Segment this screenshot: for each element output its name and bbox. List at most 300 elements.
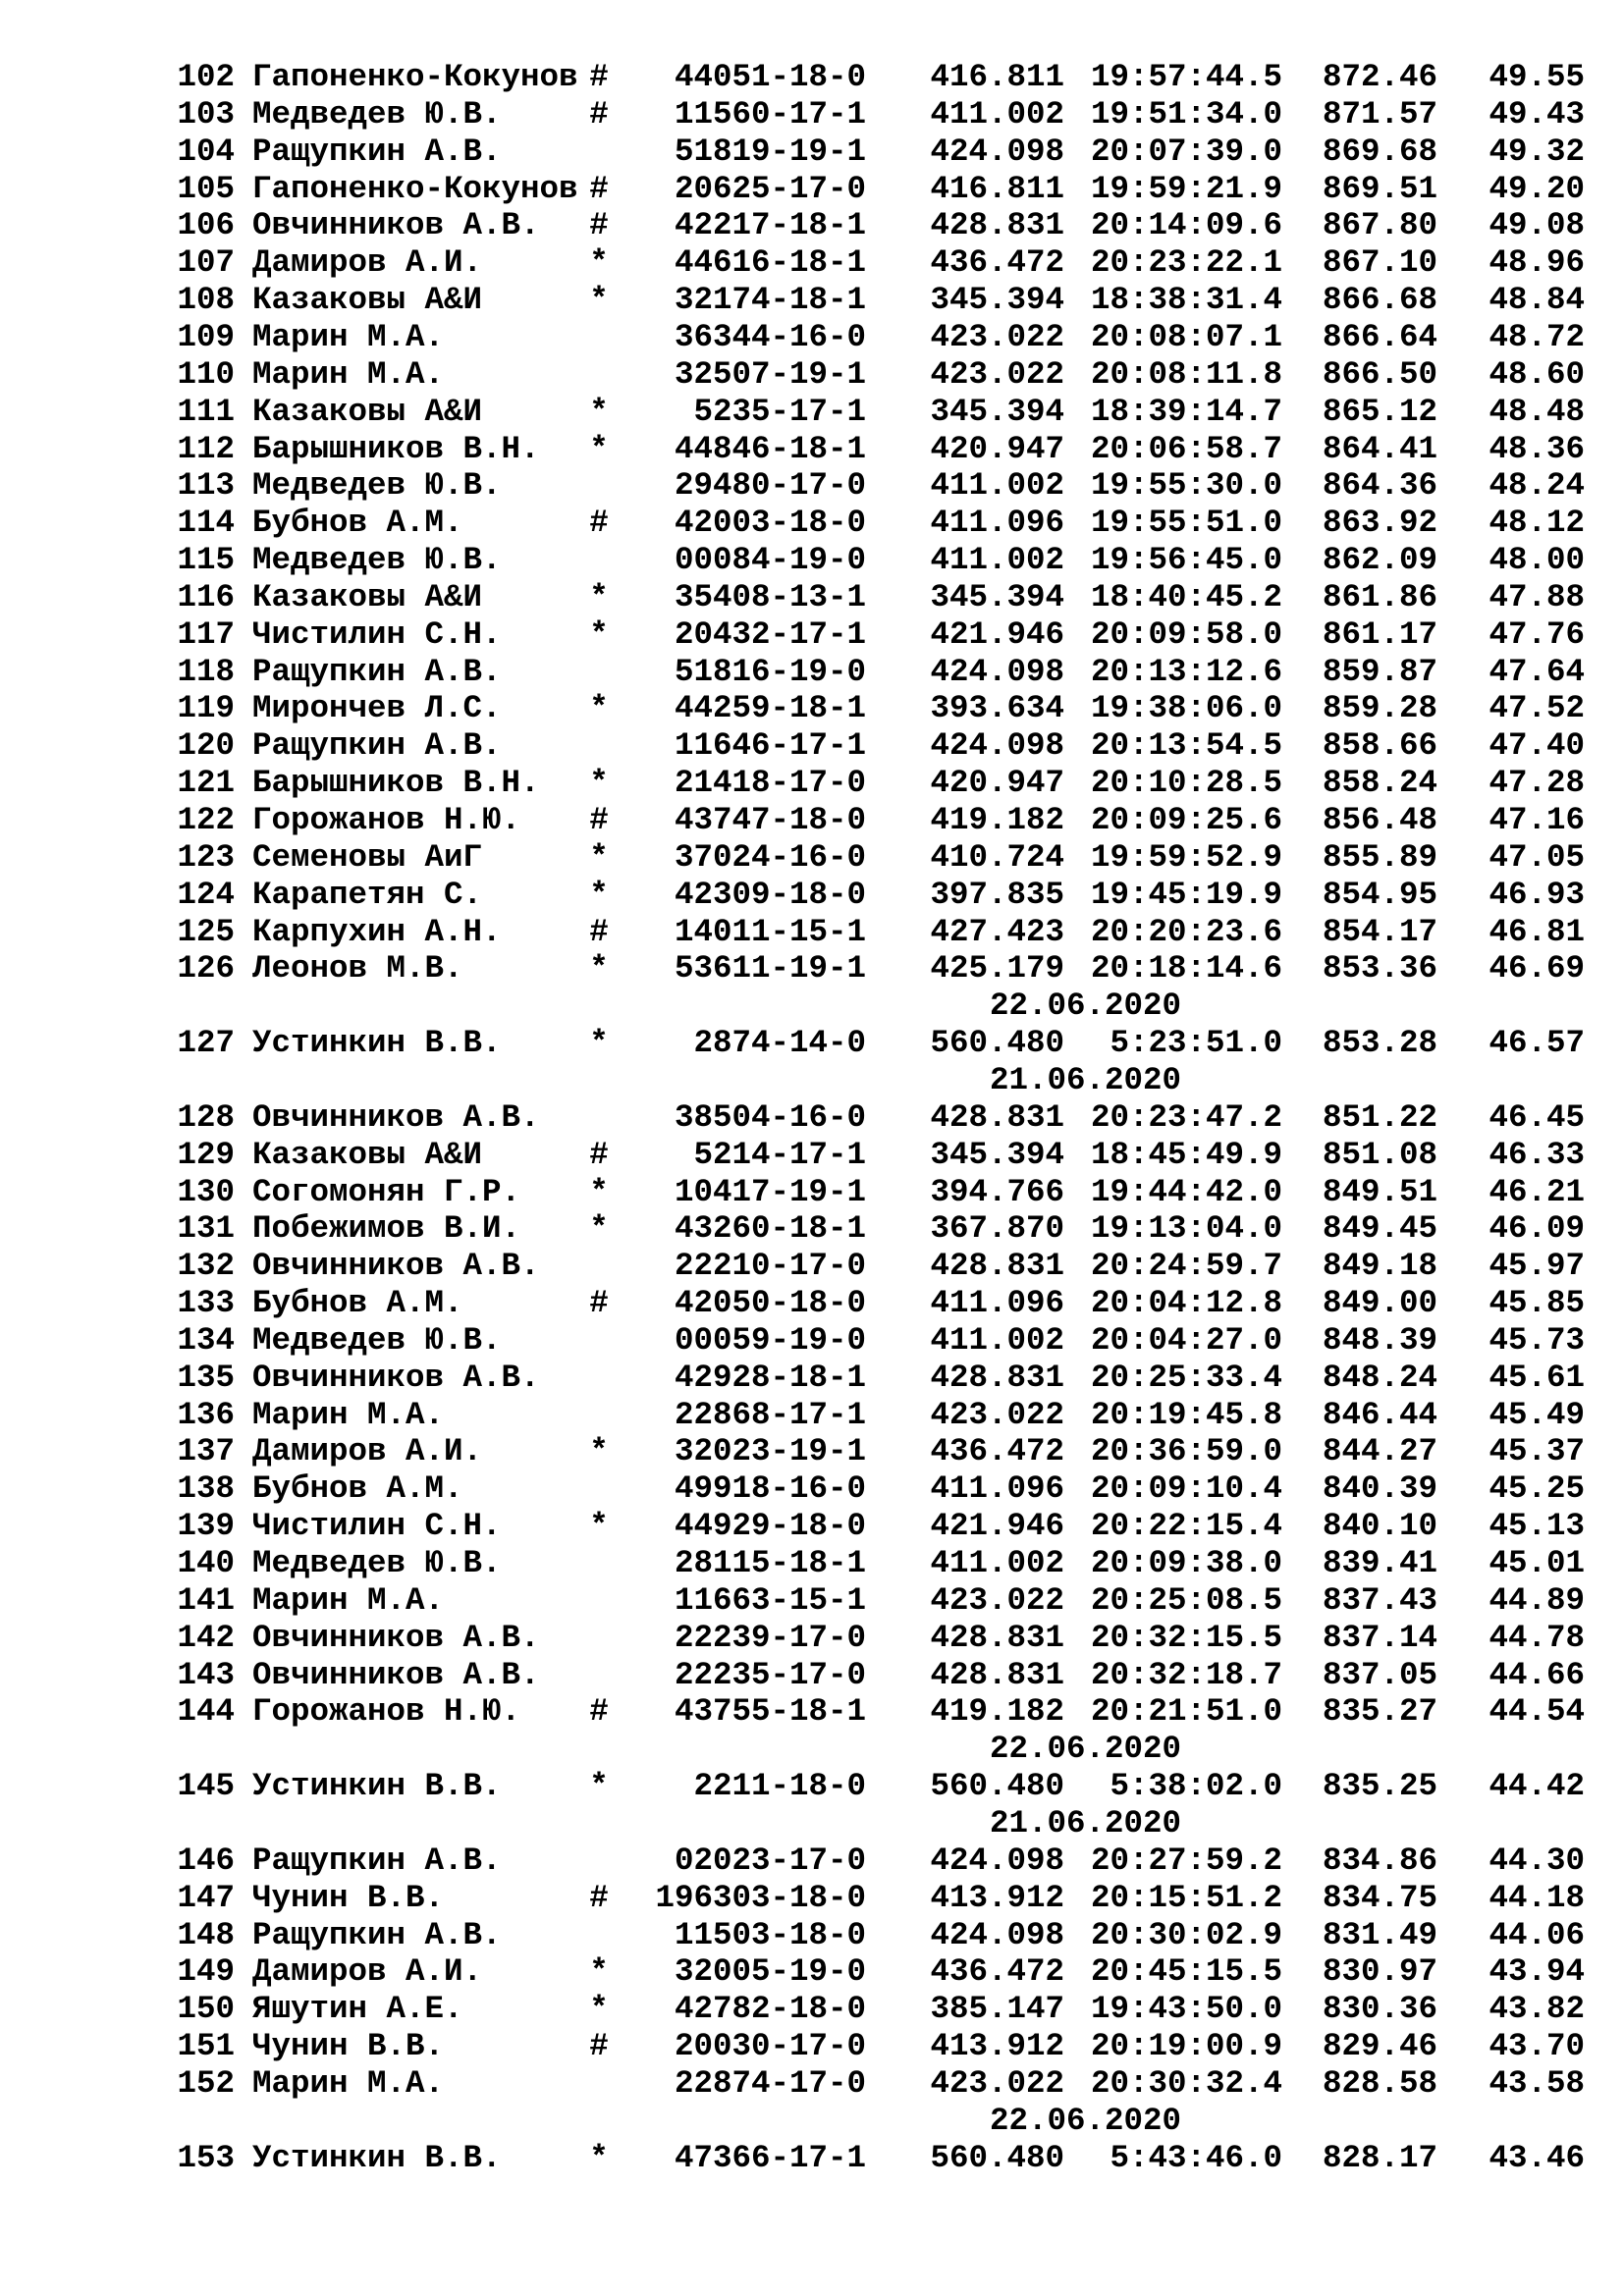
place-number: 109 — [177, 318, 235, 355]
ring-number: 51816-19-0 — [674, 653, 866, 690]
distance-value: 411.002 — [930, 95, 1064, 133]
ring-number: 22210-17-0 — [674, 1248, 866, 1285]
result-row — [0, 133, 1624, 171]
status-mark: # — [589, 95, 609, 133]
coefficient-value: 46.81 — [1489, 913, 1585, 950]
result-row — [0, 1620, 1624, 1657]
ring-number: 20030-17-0 — [674, 2028, 866, 2065]
place-number: 106 — [177, 207, 235, 244]
status-mark: * — [589, 2139, 609, 2176]
distance-value: 560.480 — [930, 2139, 1064, 2176]
coefficient-value: 44.30 — [1489, 1842, 1585, 1879]
status-mark: # — [589, 913, 609, 950]
result-row — [0, 1470, 1624, 1508]
ring-number: 42050-18-0 — [674, 1285, 866, 1322]
place-number: 122 — [177, 802, 235, 838]
result-row — [0, 1248, 1624, 1285]
arrival-time: 20:19:00.9 — [1090, 2028, 1282, 2065]
place-number: 117 — [177, 615, 235, 653]
result-row — [0, 1917, 1624, 1954]
place-number: 105 — [177, 170, 235, 207]
status-mark: # — [589, 1693, 609, 1731]
arrival-time: 20:25:08.5 — [1090, 1581, 1282, 1619]
ring-number: 2211-18-0 — [693, 1768, 866, 1805]
owner-name: Овчинников А.В. — [252, 1359, 540, 1396]
ring-number: 22874-17-0 — [674, 2064, 866, 2102]
place-number: 113 — [177, 467, 235, 505]
status-mark: # — [589, 59, 609, 95]
ring-number: 37024-16-0 — [674, 838, 866, 876]
distance-value: 436.472 — [930, 1953, 1064, 1991]
owner-name: Устинкин В.В. — [252, 1025, 502, 1062]
arrival-time: 5:23:51.0 — [1110, 1025, 1282, 1062]
result-row — [0, 1953, 1624, 1991]
arrival-time: 20:30:32.4 — [1090, 2064, 1282, 2102]
ring-number: 44259-18-1 — [674, 690, 866, 727]
status-mark: * — [589, 1768, 609, 1805]
ring-number: 44051-18-0 — [674, 59, 866, 95]
distance-value: 394.766 — [930, 1173, 1064, 1210]
ring-number: 47366-17-1 — [674, 2139, 866, 2176]
result-row — [0, 431, 1624, 468]
coefficient-value: 46.93 — [1489, 876, 1585, 913]
arrival-time: 20:30:02.9 — [1090, 1916, 1282, 1953]
status-mark: # — [589, 1879, 609, 1916]
result-row — [0, 1880, 1624, 1917]
ring-number: 22239-17-0 — [674, 1619, 866, 1656]
distance-value: 423.022 — [930, 318, 1064, 355]
distance-value: 424.098 — [930, 1842, 1064, 1879]
place-number: 134 — [177, 1321, 235, 1359]
result-row — [0, 765, 1624, 802]
result-row — [0, 1360, 1624, 1397]
result-row — [0, 2065, 1624, 2103]
ring-number: 22868-17-1 — [674, 1396, 866, 1433]
place-number: 136 — [177, 1396, 235, 1433]
place-number: 124 — [177, 876, 235, 913]
coefficient-value: 46.57 — [1489, 1025, 1585, 1062]
result-row — [0, 505, 1624, 542]
place-number: 118 — [177, 653, 235, 690]
status-mark: * — [589, 876, 609, 913]
speed-value: 869.51 — [1322, 170, 1437, 207]
place-number: 135 — [177, 1359, 235, 1396]
place-number: 138 — [177, 1470, 235, 1508]
owner-name: Овчинников А.В. — [252, 1098, 540, 1136]
distance-value: 419.182 — [930, 1693, 1064, 1731]
distance-value: 424.098 — [930, 653, 1064, 690]
distance-value: 427.423 — [930, 913, 1064, 950]
coefficient-value: 44.42 — [1489, 1768, 1585, 1805]
owner-name: Горожанов Н.Ю. — [252, 802, 521, 838]
arrival-time: 19:43:50.0 — [1090, 1991, 1282, 2028]
place-number: 114 — [177, 505, 235, 542]
coefficient-value: 49.32 — [1489, 133, 1585, 170]
ring-number: 14011-15-1 — [674, 913, 866, 950]
place-number: 137 — [177, 1433, 235, 1470]
arrival-time: 20:25:33.4 — [1090, 1359, 1282, 1396]
arrival-time: 18:39:14.7 — [1090, 393, 1282, 430]
speed-value: 837.14 — [1322, 1619, 1437, 1656]
owner-name: Медведев Ю.В. — [252, 1545, 502, 1581]
owner-name: Барышников В.Н. — [252, 765, 540, 802]
coefficient-value: 48.84 — [1489, 282, 1585, 319]
speed-value: 859.28 — [1322, 690, 1437, 727]
arrival-time: 20:23:22.1 — [1090, 244, 1282, 282]
distance-value: 411.002 — [930, 467, 1064, 505]
distance-value: 428.831 — [930, 1248, 1064, 1285]
coefficient-value: 44.06 — [1489, 1916, 1585, 1953]
result-row — [0, 1025, 1624, 1062]
distance-value: 428.831 — [930, 1359, 1064, 1396]
status-mark: # — [589, 1136, 609, 1173]
status-mark: * — [589, 244, 609, 282]
status-mark: * — [589, 1173, 609, 1210]
distance-value: 420.947 — [930, 430, 1064, 467]
status-mark: * — [589, 578, 609, 615]
arrival-time: 20:27:59.2 — [1090, 1842, 1282, 1879]
date-label: 22.06.2020 — [990, 1731, 1182, 1768]
result-row — [0, 654, 1624, 691]
status-mark: * — [589, 690, 609, 727]
status-mark: * — [589, 615, 609, 653]
speed-value: 859.87 — [1322, 653, 1437, 690]
coefficient-value: 45.73 — [1489, 1321, 1585, 1359]
speed-value: 849.51 — [1322, 1173, 1437, 1210]
ring-number: 00059-19-0 — [674, 1321, 866, 1359]
owner-name: Горожанов Н.Ю. — [252, 1693, 521, 1731]
distance-value: 560.480 — [930, 1025, 1064, 1062]
owner-name: Ращупкин А.В. — [252, 727, 502, 765]
ring-number: 51819-19-1 — [674, 133, 866, 170]
ring-number: 42309-18-0 — [674, 876, 866, 913]
arrival-time: 20:32:18.7 — [1090, 1656, 1282, 1693]
speed-value: 856.48 — [1322, 802, 1437, 838]
speed-value: 871.57 — [1322, 95, 1437, 133]
owner-name: Дамиров А.И. — [252, 244, 483, 282]
ring-number: 49918-16-0 — [674, 1470, 866, 1508]
coefficient-value: 43.94 — [1489, 1953, 1585, 1991]
ring-number: 32174-18-1 — [674, 282, 866, 319]
arrival-time: 18:45:49.9 — [1090, 1136, 1282, 1173]
arrival-time: 20:14:09.6 — [1090, 207, 1282, 244]
coefficient-value: 46.33 — [1489, 1136, 1585, 1173]
coefficient-value: 46.09 — [1489, 1210, 1585, 1248]
coefficient-value: 45.85 — [1489, 1285, 1585, 1322]
owner-name: Казаковы А&И — [252, 282, 483, 319]
place-number: 125 — [177, 913, 235, 950]
owner-name: Ращупкин А.В. — [252, 133, 502, 170]
coefficient-value: 47.05 — [1489, 838, 1585, 876]
place-number: 104 — [177, 133, 235, 170]
place-number: 142 — [177, 1619, 235, 1656]
status-mark: * — [589, 1953, 609, 1991]
owner-name: Овчинников А.В. — [252, 1619, 540, 1656]
ring-number: 42003-18-0 — [674, 505, 866, 542]
place-number: 133 — [177, 1285, 235, 1322]
coefficient-value: 48.60 — [1489, 355, 1585, 393]
arrival-time: 20:32:15.5 — [1090, 1619, 1282, 1656]
status-mark: * — [589, 1508, 609, 1545]
coefficient-value: 44.54 — [1489, 1693, 1585, 1731]
result-row — [0, 1322, 1624, 1360]
coefficient-value: 49.55 — [1489, 59, 1585, 95]
distance-value: 393.634 — [930, 690, 1064, 727]
result-row — [0, 1582, 1624, 1620]
owner-name: Чистилин С.Н. — [252, 615, 502, 653]
arrival-time: 20:09:25.6 — [1090, 802, 1282, 838]
result-row — [0, 1657, 1624, 1694]
coefficient-value: 46.21 — [1489, 1173, 1585, 1210]
place-number: 131 — [177, 1210, 235, 1248]
arrival-time: 20:08:11.8 — [1090, 355, 1282, 393]
owner-name: Карпухин А.Н. — [252, 913, 502, 950]
speed-value: 866.68 — [1322, 282, 1437, 319]
distance-value: 428.831 — [930, 207, 1064, 244]
arrival-time: 20:04:12.8 — [1090, 1285, 1282, 1322]
arrival-time: 19:45:19.9 — [1090, 876, 1282, 913]
date-separator — [0, 2103, 1624, 2140]
coefficient-value: 48.24 — [1489, 467, 1585, 505]
owner-name: Марин М.А. — [252, 355, 445, 393]
ring-number: 32507-19-1 — [674, 355, 866, 393]
result-row — [0, 244, 1624, 282]
status-mark: # — [589, 170, 609, 207]
date-label: 21.06.2020 — [990, 1061, 1182, 1098]
result-row — [0, 356, 1624, 394]
place-number: 108 — [177, 282, 235, 319]
owner-name: Барышников В.Н. — [252, 430, 540, 467]
arrival-time: 20:13:12.6 — [1090, 653, 1282, 690]
arrival-time: 20:23:47.2 — [1090, 1098, 1282, 1136]
coefficient-value: 45.37 — [1489, 1433, 1585, 1470]
owner-name: Карапетян С. — [252, 876, 483, 913]
owner-name: Казаковы А&И — [252, 578, 483, 615]
arrival-time: 20:09:38.0 — [1090, 1545, 1282, 1581]
result-row — [0, 2140, 1624, 2177]
coefficient-value: 48.00 — [1489, 542, 1585, 579]
date-separator — [0, 1805, 1624, 1842]
ring-number: 00084-19-0 — [674, 542, 866, 579]
ring-number: 2874-14-0 — [693, 1025, 866, 1062]
coefficient-value: 47.52 — [1489, 690, 1585, 727]
speed-value: 828.17 — [1322, 2139, 1437, 2176]
coefficient-value: 45.13 — [1489, 1508, 1585, 1545]
ring-number: 11663-15-1 — [674, 1581, 866, 1619]
distance-value: 345.394 — [930, 282, 1064, 319]
ring-number: 35408-13-1 — [674, 578, 866, 615]
owner-name: Побежимов В.И. — [252, 1210, 521, 1248]
place-number: 132 — [177, 1248, 235, 1285]
distance-value: 419.182 — [930, 802, 1064, 838]
distance-value: 411.002 — [930, 1545, 1064, 1581]
owner-name: Чунин В.В. — [252, 2028, 445, 2065]
ring-number: 21418-17-0 — [674, 765, 866, 802]
place-number: 144 — [177, 1693, 235, 1731]
result-row — [0, 727, 1624, 765]
place-number: 130 — [177, 1173, 235, 1210]
result-row — [0, 1991, 1624, 2028]
distance-value: 410.724 — [930, 838, 1064, 876]
speed-value: 849.18 — [1322, 1248, 1437, 1285]
result-row — [0, 171, 1624, 208]
owner-name: Овчинников А.В. — [252, 1248, 540, 1285]
ring-number: 44929-18-0 — [674, 1508, 866, 1545]
distance-value: 411.096 — [930, 1285, 1064, 1322]
status-mark: * — [589, 430, 609, 467]
status-mark: # — [589, 2028, 609, 2065]
distance-value: 416.811 — [930, 170, 1064, 207]
ring-number: 5214-17-1 — [693, 1136, 866, 1173]
ring-number: 43747-18-0 — [674, 802, 866, 838]
distance-value: 411.096 — [930, 1470, 1064, 1508]
owner-name: Ращупкин А.В. — [252, 1842, 502, 1879]
coefficient-value: 48.72 — [1489, 318, 1585, 355]
speed-value: 840.10 — [1322, 1508, 1437, 1545]
coefficient-value: 45.01 — [1489, 1545, 1585, 1581]
speed-value: 837.05 — [1322, 1656, 1437, 1693]
coefficient-value: 45.25 — [1489, 1470, 1585, 1508]
distance-value: 423.022 — [930, 2064, 1064, 2102]
arrival-time: 19:57:44.5 — [1090, 59, 1282, 95]
arrival-time: 20:18:14.6 — [1090, 950, 1282, 988]
result-row — [0, 914, 1624, 951]
status-mark: * — [589, 1210, 609, 1248]
status-mark: * — [589, 838, 609, 876]
place-number: 120 — [177, 727, 235, 765]
arrival-time: 20:15:51.2 — [1090, 1879, 1282, 1916]
owner-name: Семеновы АиГ — [252, 838, 483, 876]
speed-value: 864.36 — [1322, 467, 1437, 505]
coefficient-value: 44.18 — [1489, 1879, 1585, 1916]
result-row — [0, 1397, 1624, 1434]
owner-name: Бубнов А.М. — [252, 1470, 463, 1508]
distance-value: 425.179 — [930, 950, 1064, 988]
distance-value: 423.022 — [930, 1581, 1064, 1619]
speed-value: 854.95 — [1322, 876, 1437, 913]
ring-number: 10417-19-1 — [674, 1173, 866, 1210]
coefficient-value: 49.43 — [1489, 95, 1585, 133]
place-number: 129 — [177, 1136, 235, 1173]
distance-value: 424.098 — [930, 1916, 1064, 1953]
result-row — [0, 394, 1624, 431]
ring-number: 42782-18-0 — [674, 1991, 866, 2028]
owner-name: Гапоненко-Кокунов — [252, 170, 578, 207]
ring-number: 11503-18-0 — [674, 1916, 866, 1953]
date-separator — [0, 1731, 1624, 1768]
arrival-time: 20:36:59.0 — [1090, 1433, 1282, 1470]
owner-name: Медведев Ю.В. — [252, 542, 502, 579]
arrival-time: 5:43:46.0 — [1110, 2139, 1282, 2176]
date-label: 22.06.2020 — [990, 2102, 1182, 2139]
distance-value: 413.912 — [930, 1879, 1064, 1916]
owner-name: Чунин В.В. — [252, 1879, 445, 1916]
distance-value: 560.480 — [930, 1768, 1064, 1805]
speed-value: 867.10 — [1322, 244, 1437, 282]
speed-value: 828.58 — [1322, 2064, 1437, 2102]
arrival-time: 20:45:15.5 — [1090, 1953, 1282, 1991]
distance-value: 385.147 — [930, 1991, 1064, 2028]
arrival-time: 20:24:59.7 — [1090, 1248, 1282, 1285]
place-number: 111 — [177, 393, 235, 430]
speed-value: 866.50 — [1322, 355, 1437, 393]
result-row — [0, 1285, 1624, 1322]
arrival-time: 19:44:42.0 — [1090, 1173, 1282, 1210]
speed-value: 846.44 — [1322, 1396, 1437, 1433]
owner-name: Медведев Ю.В. — [252, 95, 502, 133]
arrival-time: 18:38:31.4 — [1090, 282, 1282, 319]
coefficient-value: 44.78 — [1489, 1619, 1585, 1656]
place-number: 119 — [177, 690, 235, 727]
distance-value: 428.831 — [930, 1098, 1064, 1136]
ring-number: 32023-19-1 — [674, 1433, 866, 1470]
distance-value: 421.946 — [930, 615, 1064, 653]
result-row — [0, 467, 1624, 505]
place-number: 148 — [177, 1916, 235, 1953]
place-number: 127 — [177, 1025, 235, 1062]
owner-name: Устинкин В.В. — [252, 2139, 502, 2176]
arrival-time: 19:55:30.0 — [1090, 467, 1282, 505]
place-number: 147 — [177, 1879, 235, 1916]
result-row — [0, 839, 1624, 877]
distance-value: 411.002 — [930, 1321, 1064, 1359]
result-row — [0, 950, 1624, 988]
place-number: 150 — [177, 1991, 235, 2028]
result-row — [0, 1842, 1624, 1880]
result-row — [0, 282, 1624, 319]
speed-value: 830.97 — [1322, 1953, 1437, 1991]
result-row — [0, 319, 1624, 356]
speed-value: 837.43 — [1322, 1581, 1437, 1619]
distance-value: 345.394 — [930, 1136, 1064, 1173]
owner-name: Яшутин А.Е. — [252, 1991, 463, 2028]
speed-value: 848.39 — [1322, 1321, 1437, 1359]
coefficient-value: 48.48 — [1489, 393, 1585, 430]
coefficient-value: 48.36 — [1489, 430, 1585, 467]
arrival-time: 20:19:45.8 — [1090, 1396, 1282, 1433]
distance-value: 413.912 — [930, 2028, 1064, 2065]
place-number: 123 — [177, 838, 235, 876]
distance-value: 436.472 — [930, 1433, 1064, 1470]
result-row — [0, 579, 1624, 616]
arrival-time: 19:38:06.0 — [1090, 690, 1282, 727]
coefficient-value: 43.46 — [1489, 2139, 1585, 2176]
speed-value: 858.24 — [1322, 765, 1437, 802]
distance-value: 420.947 — [930, 765, 1064, 802]
distance-value: 345.394 — [930, 393, 1064, 430]
place-number: 126 — [177, 950, 235, 988]
owner-name: Марин М.А. — [252, 1396, 445, 1433]
date-label: 21.06.2020 — [990, 1804, 1182, 1842]
speed-value: 865.12 — [1322, 393, 1437, 430]
speed-value: 849.00 — [1322, 1285, 1437, 1322]
owner-name: Согомонян Г.Р. — [252, 1173, 521, 1210]
owner-name: Медведев Ю.В. — [252, 1321, 502, 1359]
coefficient-value: 44.66 — [1489, 1656, 1585, 1693]
place-number: 139 — [177, 1508, 235, 1545]
arrival-time: 20:22:15.4 — [1090, 1508, 1282, 1545]
result-row — [0, 1433, 1624, 1470]
date-separator — [0, 1062, 1624, 1099]
owner-name: Дамиров А.И. — [252, 1433, 483, 1470]
place-number: 146 — [177, 1842, 235, 1879]
arrival-time: 19:55:51.0 — [1090, 505, 1282, 542]
arrival-time: 20:07:39.0 — [1090, 133, 1282, 170]
result-row — [0, 1768, 1624, 1805]
coefficient-value: 44.89 — [1489, 1581, 1585, 1619]
speed-value: 855.89 — [1322, 838, 1437, 876]
distance-value: 436.472 — [930, 244, 1064, 282]
